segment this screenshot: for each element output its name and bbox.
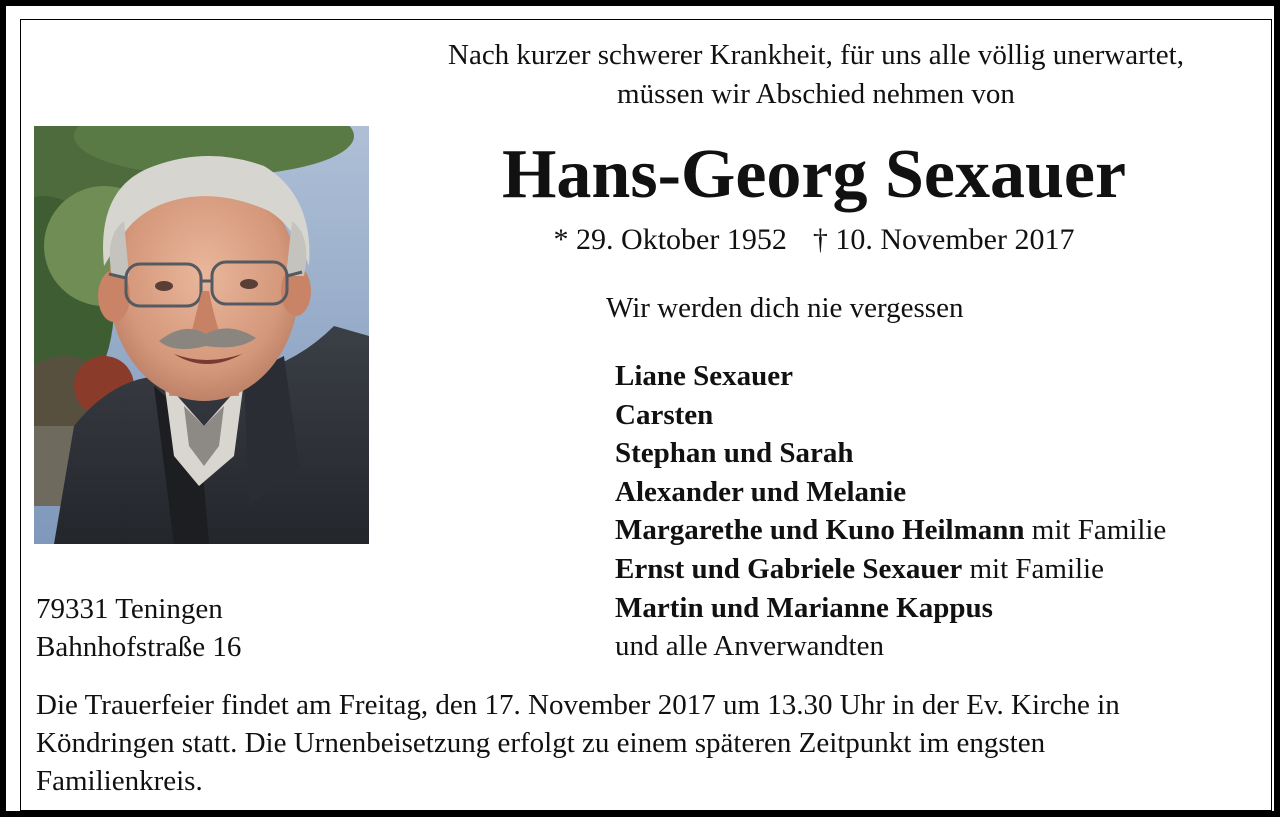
notice-line-2: Köndringen statt. Die Urnenbeisetzung erfolgt zu einem späteren Zeitpunkt im engsten (36, 727, 1046, 759)
intro-text (346, 36, 1280, 114)
funeral-notice (36, 686, 1251, 800)
notice-line-3: Familienkreis. (36, 765, 203, 797)
mourner-row (615, 550, 1166, 589)
mourner-name: Ernst und Gabriele Sexauer (615, 552, 963, 585)
mourner-row (615, 511, 1166, 550)
address (36, 590, 241, 666)
mourners-closing: und alle Anverwandten (615, 630, 884, 663)
intro-line-2: müssen wir Abschied nehmen von (617, 78, 1015, 110)
mourner-suffix: mit Familie (1024, 514, 1167, 547)
mourner-row (615, 357, 1166, 396)
portrait-photo (34, 126, 369, 544)
mourner-name: Stephan und Sarah (615, 437, 854, 470)
address-city: 79331 Teningen (36, 593, 223, 625)
notice-line-1: Die Trauerfeier findet am Freitag, den 17. November 2017 um 13.30 Uhr in der Ev. Kirche in (36, 689, 1120, 721)
mourner-name: Carsten (615, 398, 714, 431)
birth-date: * 29. Oktober 1952 (553, 223, 787, 256)
motto: Wir werden dich nie vergessen (606, 292, 964, 324)
life-dates (346, 220, 1280, 260)
mourner-name: Margarethe und Kuno Heilmann (615, 514, 1025, 547)
mourner-row (615, 434, 1166, 473)
mourner-suffix: mit Familie (962, 552, 1104, 585)
deceased-name: Hans-Georg Sexauer (501, 136, 1127, 213)
mourner-row (615, 473, 1166, 512)
mourner-name: Alexander und Melanie (615, 475, 907, 508)
death-date: † 10. November 2017 (812, 223, 1075, 256)
mourner-name: Liane Sexauer (615, 360, 794, 392)
intro-line-1: Nach kurzer schwerer Krankheit, für uns alle völlig unerwartet, (448, 39, 1184, 71)
mourner-name: Martin und Marianne Kappus (615, 591, 993, 624)
address-street: Bahnhofstraße 16 (36, 631, 242, 663)
mourners-list (615, 357, 1166, 666)
mourner-row (615, 396, 1166, 435)
mourner-row (615, 589, 1166, 628)
